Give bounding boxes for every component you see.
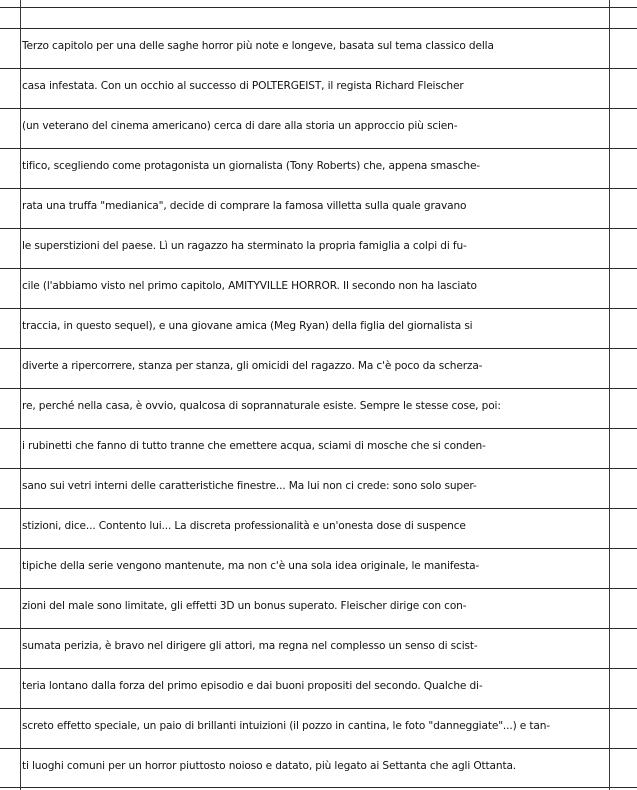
ruled-line bbox=[0, 708, 637, 709]
ruled-line bbox=[0, 468, 637, 469]
text-line-15: zioni del male sono limitate, gli effetti 3D un bonus superato. Fleischer dirige con con- bbox=[22, 600, 467, 612]
ruled-line bbox=[0, 668, 637, 669]
text-line-5: rata una truffa "medianica", decide di comprare la famosa villetta sulla quale gravano bbox=[22, 200, 467, 212]
text-line-6: le superstizioni del paese. Lì un ragazzo ha sterminato la propria famiglia a colpi di fu- bbox=[22, 240, 467, 252]
left-margin-line bbox=[20, 0, 21, 790]
ruled-line bbox=[0, 28, 637, 29]
ruled-line bbox=[0, 7, 637, 8]
text-line-19: ti luoghi comuni per un horror piuttosto noioso e datato, più legato ai Settanta che agli Ottanta. bbox=[22, 760, 517, 772]
text-line-8: traccia, in questo sequel), e una giovane amica (Meg Ryan) della figlia del giornalista si bbox=[22, 320, 473, 332]
ruled-line bbox=[0, 588, 637, 589]
ruled-line bbox=[0, 68, 637, 69]
ruled-line bbox=[0, 148, 637, 149]
text-line-10: re, perché nella casa, è ovvio, qualcosa di soprannaturale esiste. Sempre le stesse cose, poi: bbox=[22, 400, 501, 412]
text-line-13: stizioni, dice... Contento lui... La discreta professionalità e un'onesta dose di suspence bbox=[22, 520, 466, 532]
ruled-line bbox=[0, 787, 637, 788]
text-line-1: Terzo capitolo per una delle saghe horror più note e longeve, basata sul tema classico della bbox=[22, 40, 494, 52]
ruled-line bbox=[0, 228, 637, 229]
ruled-line bbox=[0, 628, 637, 629]
text-line-12: sano sui vetri interni delle caratteristiche finestre... Ma lui non ci crede: sono solo super- bbox=[22, 480, 477, 492]
ruled-line bbox=[0, 428, 637, 429]
text-line-3: (un veterano del cinema americano) cerca di dare alla storia un approccio più scien- bbox=[22, 120, 458, 132]
ruled-line bbox=[0, 268, 637, 269]
text-line-7: cile (l'abbiamo visto nel primo capitolo, AMITYVILLE HORROR. Il secondo non ha lasciato bbox=[22, 280, 477, 292]
ruled-line bbox=[0, 548, 637, 549]
ruled-line bbox=[0, 308, 637, 309]
ruled-line bbox=[0, 108, 637, 109]
text-line-11: i rubinetti che fanno di tutto tranne che emettere acqua, sciami di mosche che si conden- bbox=[22, 440, 486, 452]
ruled-line bbox=[0, 748, 637, 749]
text-line-17: teria lontano dalla forza del primo episodio e dai buoni propositi del secondo. Qualche di- bbox=[22, 680, 483, 692]
text-line-9: diverte a ripercorrere, stanza per stanza, gli omicidi del ragazzo. Ma c'è poco da scherza- bbox=[22, 360, 483, 372]
ruled-line bbox=[0, 348, 637, 349]
text-line-16: sumata perizia, è bravo nel dirigere gli attori, ma regna nel complesso un senso di scist- bbox=[22, 640, 478, 652]
text-line-18: screto effetto speciale, un paio di brillanti intuizioni (il pozzo in cantina, le foto "danneggiate"...) e tan- bbox=[22, 720, 550, 732]
ruled-line bbox=[0, 388, 637, 389]
ruled-line bbox=[0, 188, 637, 189]
text-line-4: tifico, scegliendo come protagonista un giornalista (Tony Roberts) che, appena smasche- bbox=[22, 160, 480, 172]
ruled-line bbox=[0, 508, 637, 509]
text-line-14: tipiche della serie vengono mantenute, ma non c'è una sola idea originale, le manifesta- bbox=[22, 560, 480, 572]
text-line-2: casa infestata. Con un occhio al successo di POLTERGEIST, il regista Richard Fleischer bbox=[22, 80, 464, 92]
